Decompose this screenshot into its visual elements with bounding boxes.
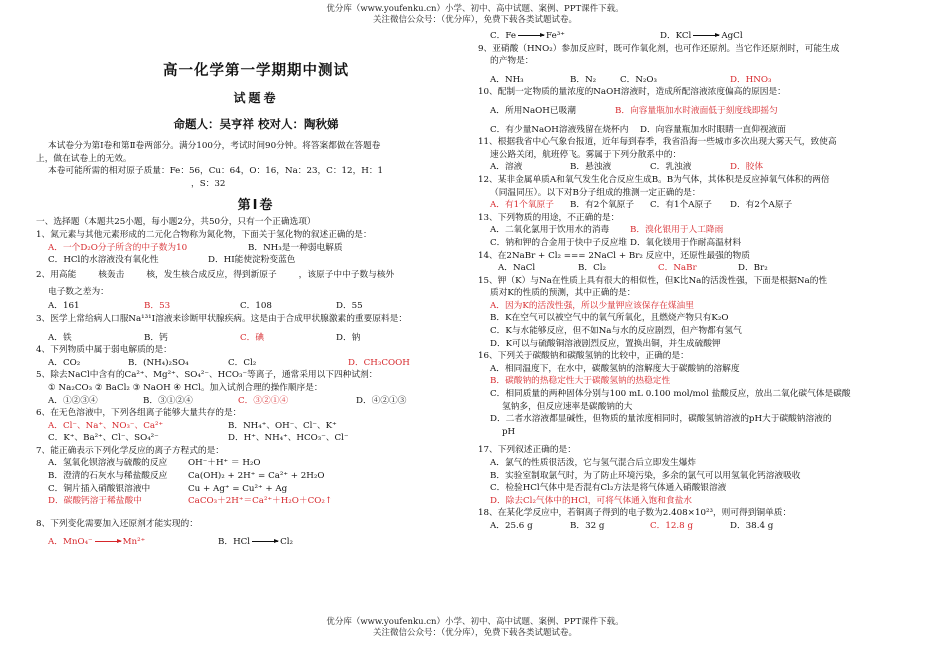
intro-line: 上，做在试卷上的无效。 xyxy=(36,153,132,164)
exam-subtitle: 试题卷 xyxy=(233,91,279,105)
nuclide-image xyxy=(277,268,299,280)
option: D．碳酸钙溶于稀盐酸中 xyxy=(48,496,142,507)
option: D．胶体 xyxy=(730,162,764,173)
option: B．悬浊液 xyxy=(570,162,612,173)
question-9: 的产物是： xyxy=(490,56,534,67)
question-2-text: 核，发生核合成反应，得到新原子 xyxy=(146,269,277,280)
question-12: （同温同压）。以下对B分子组成的推测一定正确的是： xyxy=(490,187,701,198)
option: A．一个D₂O分子所含的中子数为10 xyxy=(48,242,188,253)
question-7: 7、能正确表示下列化学反应的离子方程式的是： xyxy=(36,445,224,456)
option: A．有1个氧原子 xyxy=(490,200,554,211)
option: B．NH₄⁺、OH⁻、Cl⁻、K⁺ xyxy=(228,420,337,431)
option: D．Br₂ xyxy=(738,263,768,274)
question-17: 17、下列叙述正确的是： xyxy=(478,445,576,456)
equation: OH⁻＋H⁺ ＝ H₂O xyxy=(188,458,261,469)
option: D．氧化镁用于作耐高温材料 xyxy=(630,237,742,248)
equation: Cu + Ag⁺ = Cu²⁺ + Ag xyxy=(188,483,288,494)
option: A．25.6 g xyxy=(490,520,533,531)
option: Fe³⁺ xyxy=(546,31,565,41)
option: A．①②③④ xyxy=(48,395,98,406)
intro-line: ，S：32 xyxy=(191,178,226,189)
nuclide-image xyxy=(124,268,146,280)
question-9: 9、亚硝酸（HNO₂）参加反应时，既可作氧化剂，也可作还原剂。当它作还原剂时，可能生成 xyxy=(478,43,840,54)
option: A．NH₃ xyxy=(490,74,524,85)
option: D．H⁺、NH₄⁺、HCO₃⁻、Cl⁻ xyxy=(228,433,349,444)
option: A．铁 xyxy=(48,332,72,343)
part-heading: 一、选择题（本题共25小题，每小题2分，共50分，只有一个正确选项） xyxy=(36,217,316,228)
arrow-icon xyxy=(693,35,719,36)
option: D．CH₃COOH xyxy=(348,357,410,368)
option: B．向容量瓶加水时液面低于刻度线即摇匀 xyxy=(615,105,778,116)
question-5: ① Na₂CO₃ ② BaCl₂ ③ NaOH ④ HCl。加入试剂合理的操作顺序是： xyxy=(48,382,323,393)
option: C．相同质量的两种固体分别与100 mL 0.100 mol/mol 盐酸反应，放出二氧化碳气体是碳酸 xyxy=(490,389,851,400)
option: A．CO₂ xyxy=(48,357,81,368)
equation: CaCO₃＋2H⁺＝Ca²⁺＋H₂O＋CO₂↑ xyxy=(188,496,333,507)
option: B．53 xyxy=(144,301,171,312)
option: B．(NH₄)₂SO₄ xyxy=(128,357,189,368)
intro-line: 本试卷分为第Ⅰ卷和第Ⅱ卷两部分。满分100分，考试时间90分钟。将答案都做在答题卷 xyxy=(48,141,381,151)
question-12: 12、某非金属单质A和氧气发生化合反应生成B。B为气体，其体积是反应掉氧气体积的两倍 xyxy=(478,174,830,185)
option: A．二氧化氯用于饮用水的消毒 xyxy=(490,225,610,236)
option: B．澄清的石灰水与稀盐酸反应 xyxy=(48,471,168,482)
question-3: 3、医学上常给病人口服Na¹³¹I溶液来诊断甲状腺疾病。这是由于合成甲状腺激素的重要原料是： xyxy=(36,313,408,324)
option: D．二者水溶液都显碱性，但物质的量浓度相同时，碳酸氢钠溶液的pH大于碳酸钠溶液的 xyxy=(490,414,832,425)
option: C．钠和钾的合金用于快中子反应堆 xyxy=(490,237,627,248)
option: A．161 xyxy=(48,301,80,312)
exam-title: 高一化学第一学期期中测试 xyxy=(163,63,349,79)
option: B．32 g xyxy=(570,520,605,531)
question-13: 13、下列物质的用途，不正确的是： xyxy=(478,212,620,223)
option: C．Fe xyxy=(490,31,517,41)
option: A．NaCl xyxy=(498,263,536,274)
option: B．Cl₂ xyxy=(578,263,606,274)
option: D．除去Cl₂气体中的HCl，可将气体通入饱和食盐水 xyxy=(490,495,692,506)
option: C．K与水能够反应，但不如Na与水的反应剧烈，但产物都有氢气 xyxy=(490,326,742,337)
option: D．K可以与硫酸铜溶液剧烈反应，置换出铜，并生成硫酸钾 xyxy=(490,338,721,349)
option: B．HCl xyxy=(218,537,251,548)
question-1: 1、氮元素与其他元素形成的二元化合物称为氮化物，下面关于氢化物的叙述正确的是： xyxy=(36,229,372,240)
option: C．Cl₂ xyxy=(228,357,257,368)
option: pH xyxy=(502,426,516,437)
watermark-top xyxy=(0,4,950,26)
question-5: 5、除去NaCl中含有的Ca²⁺、Mg²⁺、SO₄²⁻、HCO₃⁻等离子，通常采用以下四种试剂： xyxy=(36,370,378,381)
option: D．④②①③ xyxy=(356,395,407,406)
option: D．HNO₃ xyxy=(730,74,772,85)
option: A．所用NaOH已吸潮 xyxy=(490,105,576,116)
option: D．38.4 g xyxy=(730,520,774,531)
question-6: 6、在无色溶液中，下列各组离子能够大量共存的是： xyxy=(36,408,242,419)
option: 氢钠多，但反应速率是碳酸钠的大 xyxy=(502,401,633,412)
authors-line: 命题人：吴亨祥 校对人：陶秋娣 xyxy=(173,117,339,131)
option: Mn²⁺ xyxy=(122,537,146,548)
question-14: 14、在2NaBr + Cl₂ === 2NaCl + Br₂ 反应中，还原性最强的物质 xyxy=(478,250,750,261)
watermark-bottom xyxy=(0,617,950,639)
option: A．相同温度下，在水中，碳酸氢钠的溶解度大于碳酸钠的溶解度 xyxy=(490,363,740,374)
option: C．有1个A原子 xyxy=(650,200,712,211)
question-11: 11、根据我省中心气象台报道，近年每到春季，我省沿海一些城市多次出现大雾天气，致使高 xyxy=(478,137,837,148)
option: C．检验HCl气体中是否混有Cl₂方法是将气体通入硝酸银溶液 xyxy=(490,483,727,494)
option: D．HI能使淀粉变蓝色 xyxy=(208,255,296,266)
option: B．钙 xyxy=(144,332,168,343)
option: D．KCl xyxy=(660,31,692,41)
option: B．N₂ xyxy=(570,74,597,85)
watermark-line1: 优分库（www.youfenku.cn）小学、初中、高中试题、案例、PPT课件下载。 xyxy=(326,617,624,627)
option: B．有2个氧原子 xyxy=(570,200,635,211)
option: C．铜片插入硝酸银溶液中 xyxy=(48,483,151,494)
option: C．乳浊液 xyxy=(650,162,692,173)
option: A．氯气的性质很活泼，它与氢气混合后立即发生爆炸 xyxy=(490,458,697,468)
watermark-line2: 关注微信公众号：（优分库），免费下载各类试题试卷。 xyxy=(372,628,577,638)
question-2-text: ，该原子中中子数与核外 xyxy=(298,269,395,280)
option: A．因为K的活泼性强，所以少量钾应该保存在煤油里 xyxy=(490,300,694,311)
option: C．碘 xyxy=(240,332,265,343)
option: A．MnO₄⁻ xyxy=(48,537,93,548)
option: B．K在空气可以被空气中的氧气所氧化，且燃烧产物只有K₂O xyxy=(490,313,729,324)
arrow-icon xyxy=(252,541,278,542)
question-2-text: 电子数之差为： xyxy=(48,286,109,297)
question-8: 8、下列变化需要加入还原剂才能实现的： xyxy=(36,518,198,529)
option: C．③②①④ xyxy=(238,395,289,406)
option: Cl₂ xyxy=(280,537,293,548)
question-10: 10、配制一定物质的量浓度的NaOH溶液时，造成所配溶液浓度偏高的原因是： xyxy=(478,87,786,98)
question-18: 18、在某化学反应中，若铜离子得到的电子数为2.408×10²³，则可得到铜单质： xyxy=(478,508,792,519)
section-title: 第Ⅰ卷 xyxy=(237,198,275,214)
option: B．溴化银用于人工降雨 xyxy=(630,225,724,236)
equation: Ca(OH)₂ + 2H⁺ = Ca²⁺ + 2H₂O xyxy=(188,471,325,482)
question-4: 4、下列物质中属于弱电解质的是： xyxy=(36,345,172,356)
option: AgCl xyxy=(721,31,743,41)
question-2-text: 2、用高能 xyxy=(36,269,77,280)
nuclide-image xyxy=(76,268,98,280)
left-column xyxy=(36,40,476,549)
option: D．有2个A原子 xyxy=(730,200,793,211)
question-2-text: 核轰击 xyxy=(98,269,125,280)
intro-line: 本卷可能所需的相对原子质量：Fe：56，Cu：64，O：16，Na：23，C：12，H：1 xyxy=(48,166,384,177)
watermark-line2: 关注微信公众号：（优分库），免费下载各类试题试卷。 xyxy=(372,15,577,25)
option: B．③①②④ xyxy=(143,395,193,406)
option: D．55 xyxy=(336,301,363,312)
option: C．有少量NaOH溶液残留在烧杯内 xyxy=(490,124,629,135)
question-11: 速公路关闭，航班停飞。雾属于下列分散系中的： xyxy=(490,149,682,160)
option: C．NaBr xyxy=(658,263,697,274)
option: D．钠 xyxy=(336,332,361,343)
question-16: 16、下列关于碳酸钠和碳酸氢钠的比较中，正确的是： xyxy=(478,351,689,362)
option: C．108 xyxy=(240,301,272,312)
option: C．N₂O₃ xyxy=(620,74,658,85)
option: A．氢氧化钡溶液与硫酸的反应 xyxy=(48,458,168,469)
arrow-icon xyxy=(95,541,121,542)
option: B．NH₃是一种弱电解质 xyxy=(248,242,343,253)
option: B．碳酸钠的热稳定性大于碳酸氢钠的热稳定性 xyxy=(490,376,671,387)
watermark-line1: 优分库（www.youfenku.cn）小学、初中、高中试题、案例、PPT课件下载。 xyxy=(326,4,624,14)
question-15: 质对K的性质的预测，其中正确的是： xyxy=(490,288,636,299)
arrow-icon xyxy=(518,35,544,36)
option: A．Cl⁻、Na⁺、NO₃⁻、Ca²⁺ xyxy=(48,420,164,431)
right-column xyxy=(478,30,918,533)
option: B．实验室制取氯气时，为了防止环境污染，多余的氯气可以用氢氧化钙溶液吸收 xyxy=(490,470,801,481)
option: C．K⁺、Ba²⁺、Cl⁻、SO₄²⁻ xyxy=(48,433,159,444)
option: C．HCl的水溶液没有氧化性 xyxy=(48,255,159,266)
option: C．12.8 g xyxy=(650,520,694,531)
option: A．溶液 xyxy=(490,162,523,173)
option: D．向容量瓶加水时眼睛一直仰视液面 xyxy=(640,124,786,135)
question-15: 15、钾（K）与Na在性质上具有很大的相似性，但K比Na的活泼性强，下面是根据Na的性 xyxy=(478,275,828,286)
